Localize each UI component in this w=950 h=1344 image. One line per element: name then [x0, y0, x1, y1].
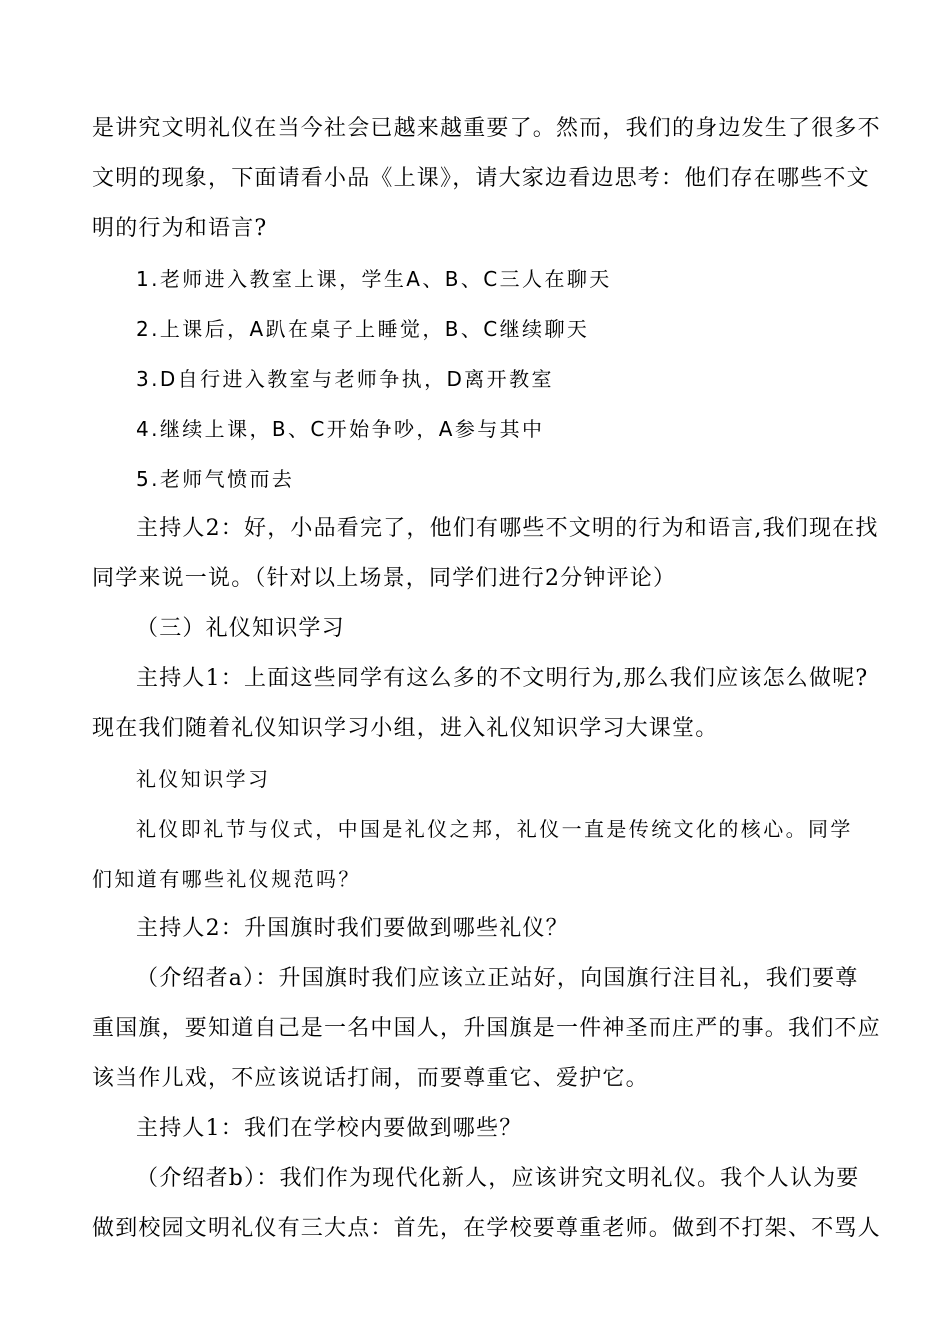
text-line: 明的行为和语言? [92, 216, 268, 241]
text-line: 主持人2：好，小品看完了，他们有哪些不文明的行为和语言,我们现在找 [136, 516, 879, 541]
text-line: 现在我们随着礼仪知识学习小组，进入礼仪知识学习大课堂。 [92, 716, 719, 741]
text-line: 同学来说一说。（针对以上场景，同学们进行2分钟评论） [92, 566, 677, 591]
text-line: （介绍者a）：升国旗时我们应该立正站好，向国旗行注目礼，我们要尊 [136, 966, 859, 991]
list-item: 2.上课后，A趴在桌子上睡觉，B、C继续聊天 [136, 317, 590, 341]
text-line: 主持人1：上面这些同学有这么多的不文明行为,那么我们应该怎么做呢? [136, 666, 869, 691]
section-heading: （三）礼仪知识学习 [136, 616, 345, 641]
text-line: 礼仪即礼节与仪式，中国是礼仪之邦，礼仪一直是传统文化的核心。同学 [136, 817, 853, 841]
subheading: 礼仪知识学习 [136, 767, 271, 791]
text-line: 们知道有哪些礼仪规范吗？ [92, 867, 361, 891]
text-line: 重国旗，要知道自己是一名中国人，升国旗是一件神圣而庄严的事。我们不应 [92, 1016, 881, 1041]
text-line: 是讲究文明礼仪在当今社会已越来越重要了。然而，我们的身边发生了很多不 [92, 116, 881, 141]
list-item: 1.老师进入教室上课，学生A、B、C三人在聊天 [136, 267, 612, 291]
text-line: 文明的现象，下面请看小品《上课》，请大家边看边思考：他们存在哪些不文 [92, 166, 870, 191]
document-page [92, 104, 881, 1254]
list-item: 4.继续上课，B、C开始争吵，A参与其中 [136, 417, 545, 441]
list-item: 3.D自行进入教室与老师争执，D离开教室 [136, 367, 554, 391]
text-line: 主持人1：我们在学校内要做到哪些？ [136, 1116, 523, 1141]
text-line: 主持人2：升国旗时我们要做到哪些礼仪？ [136, 916, 569, 941]
list-item: 5.老师气愤而去 [136, 467, 295, 491]
text-line: （介绍者b）：我们作为现代化新人，应该讲究文明礼仪。我个人认为要 [136, 1166, 860, 1191]
text-line: 做到校园文明礼仪有三大点：首先，在学校要尊重老师。做到不打架、不骂人 [92, 1216, 881, 1241]
text-line: 该当作儿戏，不应该说话打闹，而要尊重它、爱护它。 [92, 1066, 649, 1091]
